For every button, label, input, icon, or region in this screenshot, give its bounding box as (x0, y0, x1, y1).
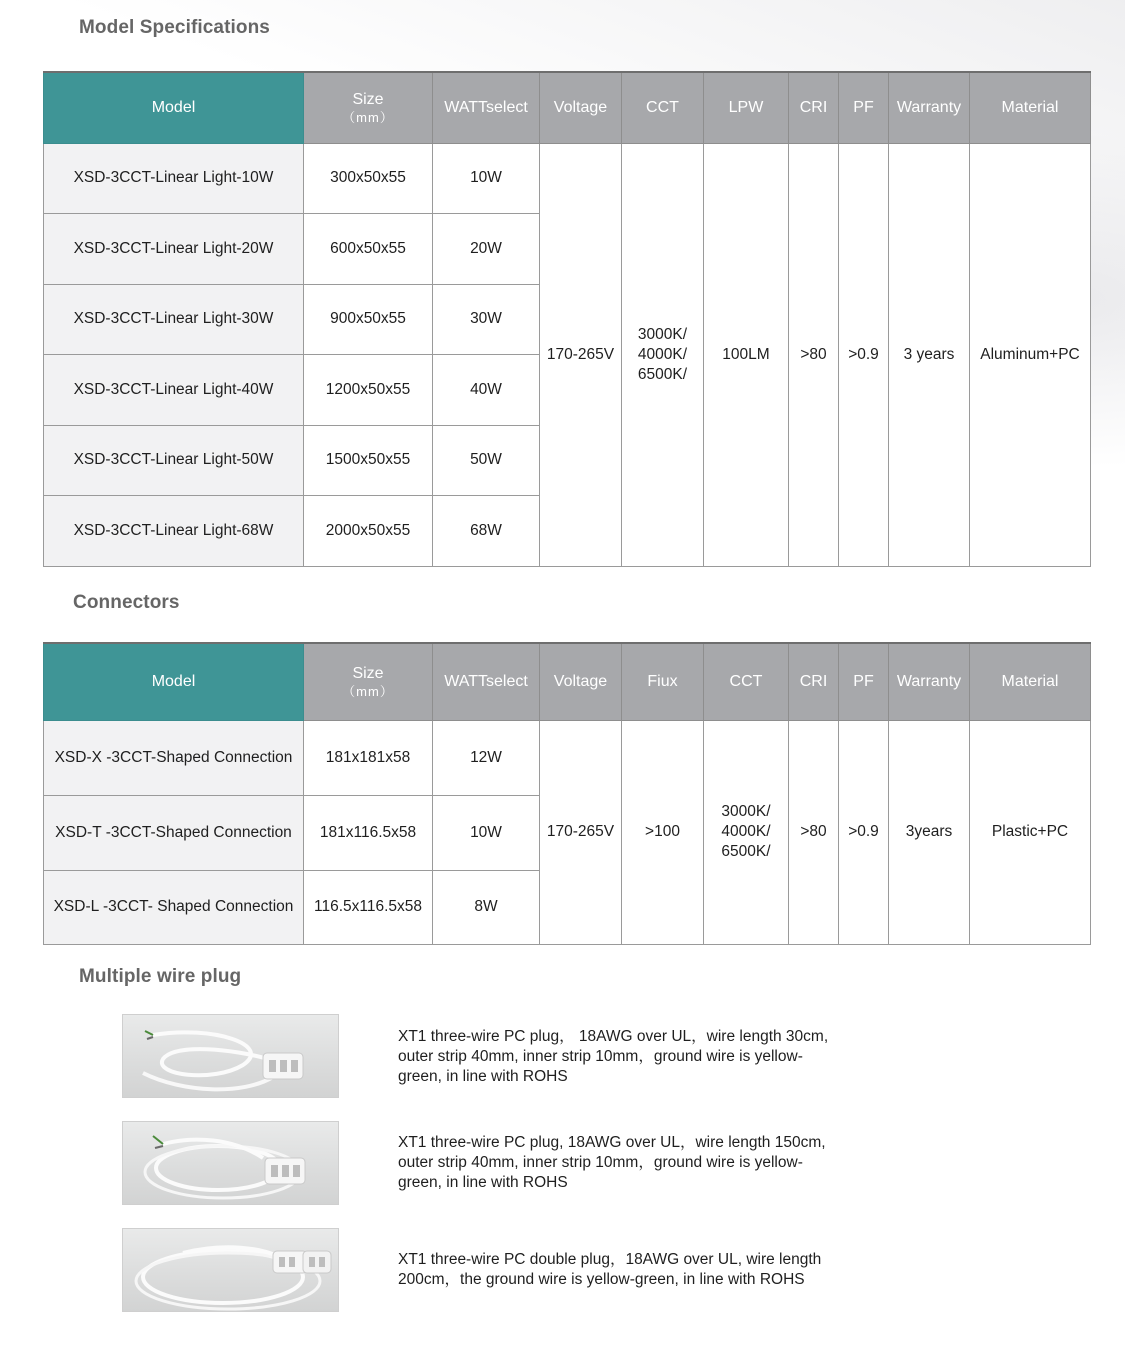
section-title-model-specifications: Model Specifications (79, 17, 270, 38)
cri-cell: >80 (789, 143, 839, 566)
header-size: Size （mm） (304, 643, 433, 720)
size-cell: 1200x50x55 (304, 354, 433, 425)
size-cell: 2000x50x55 (304, 495, 433, 566)
cct-line: 3000K/ (721, 803, 771, 820)
model-cell: XSD-T -3CCT-Shaped Connection (44, 795, 304, 870)
size-cell: 181x116.5x58 (304, 795, 433, 870)
voltage-cell: 170-265V (540, 143, 622, 566)
size-cell: 1500x50x55 (304, 425, 433, 495)
header-lpw: LPW (704, 72, 789, 143)
model-cell: XSD-3CCT-Linear Light-30W (44, 284, 304, 354)
plug-description-line: outer strip 40mm, inner strip 10mm，ground wire is yellow- (398, 1154, 803, 1171)
plug-description-line: green, in line with ROHS (398, 1174, 568, 1191)
watt-cell: 8W (433, 870, 540, 944)
header-cct: CCT (704, 643, 789, 720)
model-cell: XSD-X -3CCT-Shaped Connection (44, 720, 304, 795)
plug-description-line: green, in line with ROHS (398, 1068, 568, 1085)
size-cell: 600x50x55 (304, 213, 433, 284)
model-cell: XSD-3CCT-Linear Light-68W (44, 495, 304, 566)
watt-cell: 20W (433, 213, 540, 284)
cct-line: 3000K/ (637, 325, 688, 343)
header-watt: WATTselect (433, 643, 540, 720)
plug-description-line: 200cm，the ground wire is yellow-green, in line with ROHS (398, 1271, 805, 1288)
white-cable-plug-photo-icon (122, 1121, 339, 1205)
cct-line: 4000K/ (637, 345, 688, 363)
pf-cell: >0.9 (839, 143, 889, 566)
section-title-multiple-wire-plug: Multiple wire plug (79, 966, 242, 987)
table-row (44, 720, 1091, 795)
plug-description (398, 1133, 848, 1193)
header-material: Material (970, 72, 1091, 143)
model-cell: XSD-3CCT-Linear Light-50W (44, 425, 304, 495)
header-model: Model (44, 643, 304, 720)
watt-cell: 10W (433, 143, 540, 213)
model-cell: XSD-3CCT-Linear Light-10W (44, 143, 304, 213)
size-cell: 300x50x55 (304, 143, 433, 213)
cct-cell (704, 720, 789, 944)
header-warranty: Warranty (889, 643, 970, 720)
plug-description-line: XT1 three-wire PC plug， 18AWG over UL，wire length 30cm, (398, 1028, 829, 1045)
size-cell: 900x50x55 (304, 284, 433, 354)
watt-cell: 30W (433, 284, 540, 354)
plug-description-line: XT1 three-wire PC plug, 18AWG over UL，wire length 150cm, (398, 1134, 826, 1151)
warranty-cell: 3years (889, 720, 970, 944)
table-header-row (44, 72, 1091, 143)
header-cri: CRI (789, 72, 839, 143)
plug-description-line: XT1 three-wire PC double plug，18AWG over UL, wire length (398, 1251, 822, 1268)
header-cct: CCT (622, 72, 704, 143)
material-cell: Plastic+PC (970, 720, 1091, 944)
model-cell: XSD-L -3CCT- Shaped Connection (44, 870, 304, 944)
header-warranty: Warranty (889, 72, 970, 143)
watt-cell: 40W (433, 354, 540, 425)
warranty-cell: 3 years (889, 143, 970, 566)
header-pf: PF (839, 643, 889, 720)
cct-cell (622, 143, 704, 566)
header-watt: WATTselect (433, 72, 540, 143)
white-cable-plug-photo-icon (122, 1014, 339, 1098)
size-cell: 181x181x58 (304, 720, 433, 795)
watt-cell: 50W (433, 425, 540, 495)
model-cell: XSD-3CCT-Linear Light-40W (44, 354, 304, 425)
header-voltage: Voltage (540, 643, 622, 720)
connectors-table (43, 642, 1091, 945)
material-cell: Aluminum+PC (970, 143, 1091, 566)
header-model: Model (44, 72, 304, 143)
cct-line: 6500K/ (721, 843, 771, 860)
header-pf: PF (839, 72, 889, 143)
header-size: Size （mm） (304, 72, 433, 143)
header-flux: Fiux (622, 643, 704, 720)
cct-line: 6500K/ (637, 365, 688, 383)
table-row (44, 143, 1091, 213)
watt-cell: 10W (433, 795, 540, 870)
white-cable-double-plug-photo-icon (122, 1228, 339, 1312)
header-voltage: Voltage (540, 72, 622, 143)
header-cri: CRI (789, 643, 839, 720)
cri-cell: >80 (789, 720, 839, 944)
watt-cell: 68W (433, 495, 540, 566)
model-cell: XSD-3CCT-Linear Light-20W (44, 213, 304, 284)
plug-description (398, 1027, 848, 1087)
header-material: Material (970, 643, 1091, 720)
section-title-connectors: Connectors (73, 592, 180, 613)
size-cell: 116.5x116.5x58 (304, 870, 433, 944)
model-specifications-table (43, 71, 1091, 567)
flux-cell: >100 (622, 720, 704, 944)
cct-line: 4000K/ (721, 823, 771, 840)
table-header-row (44, 643, 1091, 720)
voltage-cell: 170-265V (540, 720, 622, 944)
plug-description-line: outer strip 40mm, inner strip 10mm，ground wire is yellow- (398, 1048, 803, 1065)
watt-cell: 12W (433, 720, 540, 795)
pf-cell: >0.9 (839, 720, 889, 944)
lpw-cell: 100LM (704, 143, 789, 566)
plug-description (398, 1250, 848, 1290)
